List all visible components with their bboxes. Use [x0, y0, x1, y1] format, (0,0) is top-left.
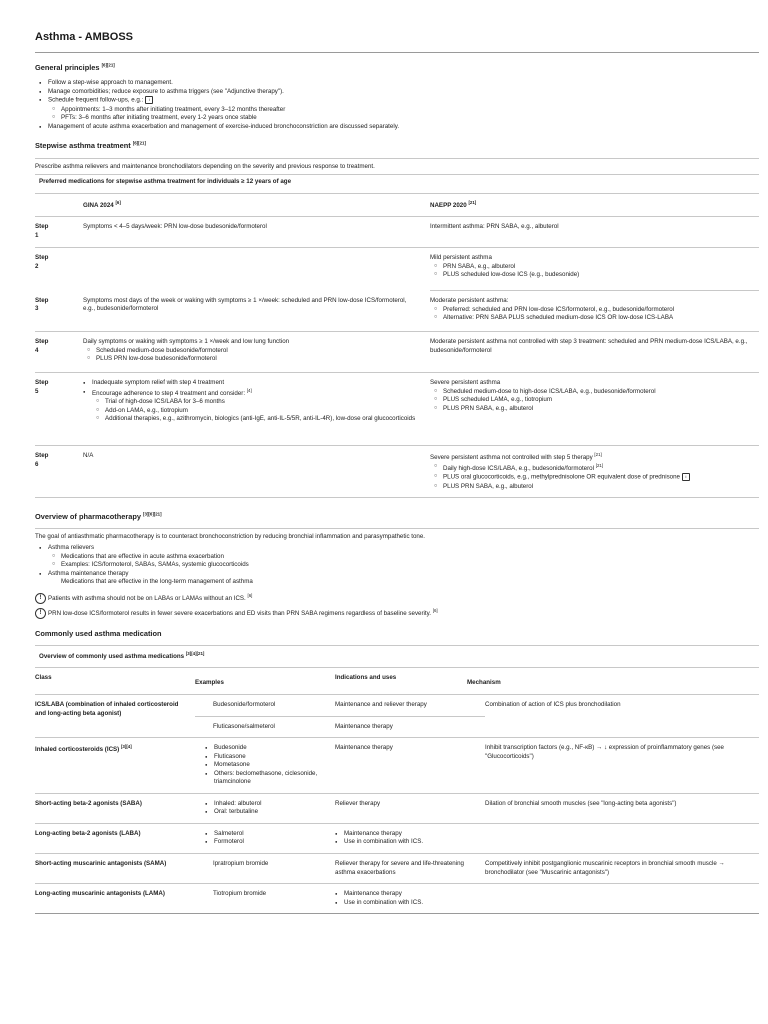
table-row [35, 823, 759, 853]
list-item: ○ PLUS PRN SABA, e.g., albuterol [443, 483, 759, 492]
stepwise-section [35, 141, 759, 498]
indications-cell [335, 884, 485, 914]
list-item: ● Asthma relievers ○ Medications that are effective in acute asthma exacerbation ○ Examples: ICS/formoterol, SABAs, SAMAs, systemic glucocorticoids [48, 544, 759, 570]
step-label: Step 1 [35, 217, 83, 248]
reference-link[interactable]: [6] [115, 199, 121, 205]
table-row [35, 793, 759, 823]
table-row [35, 446, 759, 498]
general-principles-heading: General principles [6][21] [35, 62, 115, 73]
overview-heading: Overview of pharmacotherapy [3][6][21] [35, 511, 162, 522]
table-row [35, 854, 759, 884]
list-item: ● Mometasone [214, 761, 335, 770]
list-item: ● Salmeterol [214, 830, 335, 839]
list-item: ○ PLUS scheduled LAMA, e.g., tiotropium [443, 396, 759, 405]
list-item: ○ Medications that are effective in acute asthma exacerbation [61, 553, 759, 562]
indications-cell: Maintenance therapy [335, 744, 393, 752]
step-label: Step 6 [35, 446, 83, 498]
list-item: ○ Appointments: 1–3 months after initiating treatment, every 3–12 months thereafter [61, 106, 759, 115]
reference-link[interactable]: [4] [246, 387, 252, 393]
examples-cell [195, 738, 335, 794]
title-divider [35, 52, 759, 53]
indications-cell: Maintenance therapy [335, 722, 393, 730]
table-row [35, 332, 759, 373]
reference-link[interactable]: [21] [468, 199, 477, 205]
table-row [35, 884, 759, 914]
common-medication-section [35, 629, 759, 915]
reference-link[interactable]: [6][21] [101, 62, 115, 68]
reference-link[interactable]: [3][4][21] [185, 650, 205, 656]
warning-note: ! Patients with asthma should not be on LABAs or LAMAs without an ICS. [6] [35, 593, 759, 604]
general-principles-section [35, 63, 759, 131]
section-divider [35, 528, 759, 529]
indications-cell: Reliever therapy for severe and life-threatening asthma exacerbations [335, 860, 464, 876]
list-item: ○ Examples: ICS/formoterol, SABAs, SAMAs, systemic glucocorticoids [61, 561, 759, 570]
list-item: ○ Alternative: PRN SABA PLUS scheduled medium-dose ICS OR low-dose ICS-LABA [443, 314, 759, 323]
table-row [35, 248, 759, 291]
list-item: ○ Scheduled medium-dose to high-dose ICS/LABA, e.g., budesonide/formoterol [443, 388, 759, 397]
naepp-cell: Severe persistent asthma not controlled with step 5 therapy [21] ○ Daily high-dose ICS/LABA, e.g., budesonide/formoterol [21] ○ PLUS oral glucocorticoids, e.g., methylprednisolone OR equivalent dose of prednisone i ○ PLUS PRN SABA, e.g., albuterol [430, 446, 759, 498]
mechanism-cell: Combination of action of ICS plus bronchodilation [485, 695, 759, 738]
general-principles-list [35, 79, 759, 131]
list-item: ○ PLUS PRN low-dose budesonide/formoterol [96, 355, 420, 364]
examples-cell [195, 823, 335, 853]
gina-cell: N/A [83, 446, 430, 498]
overview-intro: The goal of antiasthmatic pharmacotherapy is to counteract bronchoconstriction by reducing bronchial inflammation and parasympathetic tone. [35, 533, 426, 541]
list-item: ● Formoterol [214, 838, 335, 847]
reference-link[interactable]: [21] [595, 462, 604, 468]
table-header-row [35, 194, 759, 217]
list-item: ● Encourage adherence to step 4 treatment and consider: [4] ○ Trial of high-dose ICS/LABA for 3–6 months ○ Add-on LAMA, e.g., tiotropium ○ Additional therapies, e.g., azithromycin, biologics (anti-IgE, anti-IL-5/5R, anti-IL-4R), low-dose oral glucocorticoids [92, 388, 420, 424]
list-item: ○ PLUS oral glucocorticoids, e.g., methylprednisolone OR equivalent dose of prednisone i [443, 473, 759, 482]
list-item: ● Budesonide [214, 744, 335, 753]
step-label: Step 5 [35, 373, 83, 446]
list-item: ● Fluticasone [214, 753, 335, 762]
table-row [35, 217, 759, 248]
mechanism-cell: Dilation of bronchial smooth muscles (see "long-acting beta agonists") [485, 799, 677, 807]
examples-cell: Ipratropium bromide [213, 860, 269, 868]
list-item: ○ Preferred: scheduled and PRN low-dose ICS/formoterol, e.g., budesonide/formoterol [443, 306, 759, 315]
section-divider [35, 158, 759, 159]
examples-cell: Tiotropium bromide [213, 890, 267, 898]
table-row [35, 291, 759, 332]
list-item: ○ Daily high-dose ICS/LABA, e.g., budesonide/formoterol [21] [443, 463, 759, 474]
column-header-mechanism: Mechanism [467, 679, 501, 687]
overview-section [35, 512, 759, 619]
naepp-cell: Mild persistent asthma ○ PRN SABA, e.g., albuterol ○ PLUS scheduled low-dose ICS (e.g., budesonide) [430, 248, 759, 291]
list-item: ● Use in combination with ICS. [344, 899, 485, 908]
column-header-gina: GINA 2024 [6] [83, 194, 430, 217]
page-title: Asthma - AMBOSS [35, 31, 133, 43]
gina-cell [83, 248, 430, 291]
examples-cell: Fluticasone/salmeterol [213, 722, 275, 730]
list-item: ● Maintenance therapy [344, 830, 485, 839]
indications-cell: Maintenance and reliever therapy [335, 695, 485, 717]
list-item: ○ Scheduled medium-dose budesonide/formoterol [96, 347, 420, 356]
gina-cell: Daily symptoms or waking with symptoms ≥ 1 ×/week and low lung function ○ Scheduled medium-dose budesonide/formoterol ○ PLUS PRN low-dose budesonide/formoterol [83, 332, 430, 373]
warning-icon: ! [35, 593, 46, 604]
warning-note: ! PRN low-dose ICS/formoterol results in fewer severe exacerbations and ED visits than PRN SABA regimens regardless of baseline severity. [6] [35, 608, 759, 619]
class-cell: Inhaled corticosteroids (ICS) [3][4] [35, 744, 132, 754]
class-cell: Short-acting beta-2 agonists (SABA) [35, 799, 142, 807]
gina-cell: Symptoms < 4–5 days/week: PRN low-dose budesonide/formoterol [83, 217, 430, 248]
list-item: ● Inhaled: albuterol [214, 800, 335, 809]
examples-cell: Budesonide/formoterol [195, 695, 335, 717]
column-header-class: Class [35, 674, 52, 682]
list-item: ● Schedule frequent follow-ups, e.g.: i ○ Appointments: 1–3 months after initiating treatment, every 3–12 months thereafter ○ PFTs: 3–6 months after initiating treatment, every 1-2 years once stable [48, 96, 759, 122]
column-header-examples: Examples [195, 679, 224, 687]
list-item: ● Use in combination with ICS. [344, 838, 485, 847]
list-item: ○ PRN SABA, e.g., albuterol [443, 263, 759, 272]
reference-link[interactable]: [3][6][21] [143, 511, 162, 517]
medication-table [35, 668, 759, 914]
step-label: Step 4 [35, 332, 83, 373]
list-item: ○ PLUS PRN SABA, e.g., albuterol [443, 405, 759, 414]
gina-cell: Symptoms most days of the week or waking with symptoms ≥ 1 ×/week: scheduled and PRN low-dose ICS/formoterol, e.g., budesonide/formoterol [83, 291, 430, 332]
reference-link[interactable]: [6] [247, 592, 253, 598]
naepp-cell: Moderate persistent asthma not controlled with step 3 treatment: scheduled and PRN medium-dose ICS/LABA, e.g., budesonide/formoterol [430, 332, 759, 373]
info-icon[interactable]: i [682, 473, 690, 481]
examples-cell [195, 793, 335, 823]
warning-icon: ! [35, 608, 46, 619]
list-item: ● Maintenance therapy [344, 890, 485, 899]
stepwise-heading: Stepwise asthma treatment [6][21] [35, 140, 146, 151]
reference-link[interactable]: [3][4] [120, 744, 132, 750]
list-item: ○ PFTs: 3–6 months after initiating treatment, every 1-2 years once stable [61, 114, 759, 123]
indications-cell: Reliever therapy [335, 799, 381, 807]
mechanism-cell: Competitively inhibit postganglionic muscarinic receptors in bronchial smooth muscle → bronchodilator (see "Muscarinic antagonists") [485, 860, 725, 876]
list-item: ● Oral: terbutaline [214, 808, 335, 817]
column-header-indications: Indications and uses [335, 674, 397, 682]
section-divider [35, 645, 759, 646]
stepwise-intro: Prescribe asthma relievers and maintenance bronchodilators depending on the severity and previous response to treatment. [35, 162, 375, 170]
common-medication-heading: Commonly used asthma medication [35, 628, 162, 638]
list-item: ○ PLUS scheduled low-dose ICS (e.g., budesonide) [443, 271, 759, 280]
step-label: Step 2 [35, 254, 49, 270]
section-divider [35, 174, 759, 175]
list-item: ● Follow a step-wise approach to management. [48, 79, 759, 88]
list-item: ● Others: beclomethasone, ciclesonide, triamcinolone [214, 770, 335, 787]
naepp-cell: Severe persistent asthma ○ Scheduled medium-dose to high-dose ICS/LABA, e.g., budesonide/formoterol ○ PLUS scheduled LAMA, e.g., tiotropium ○ PLUS PRN SABA, e.g., albuterol [430, 373, 759, 446]
document-page [35, 30, 759, 914]
table-row [35, 738, 759, 794]
common-table-title: Overview of commonly used asthma medications [3][4][21] [39, 650, 205, 660]
table-row [35, 373, 759, 446]
list-item: ● Manage comorbidities; reduce exposure to asthma triggers (see "Adjunctive therapy"). [48, 88, 759, 97]
mechanism-cell: Inhibit transcription factors (e.g., NF-κB) → ↓ expression of proinflammatory genes (see "Glucocorticoids") [485, 744, 724, 760]
info-icon[interactable]: i [145, 96, 153, 104]
list-item: ○ Additional therapies, e.g., azithromycin, biologics (anti-IgE, anti-IL-5/5R, anti-IL-4R), low-dose oral glucocorticoids [105, 415, 420, 424]
stepwise-table [35, 194, 759, 499]
reference-link[interactable]: [6] [432, 607, 438, 613]
stepwise-table-title: Preferred medications for stepwise asthma treatment for individuals ≥ 12 years of age [39, 178, 292, 186]
list-item: ○ Add-on LAMA, e.g., tiotropium [105, 407, 420, 416]
indications-cell [335, 823, 485, 853]
table-header-row [35, 668, 759, 694]
list-item: ● Asthma maintenance therapy Medications that are effective in the long-term management of asthma [48, 570, 759, 587]
class-cell: Long-acting muscarinic antagonists (LAMA) [35, 890, 165, 898]
list-item: ● Inadequate symptom relief with step 4 treatment [92, 379, 420, 388]
class-cell: Short-acting muscarinic antagonists (SAMA) [35, 860, 167, 868]
followup-list [48, 106, 759, 123]
maintenance-description: Medications that are effective in the long-term management of asthma [61, 578, 253, 586]
column-header-naepp: NAEPP 2020 [21] [430, 194, 759, 217]
overview-list [35, 544, 759, 587]
table-row [35, 695, 759, 717]
naepp-cell: Intermittent asthma: PRN SABA, e.g., albuterol [430, 217, 759, 248]
reference-link[interactable]: [6][21] [132, 140, 146, 146]
list-item: ● Management of acute asthma exacerbation and management of exercise-induced bronchoconstriction are discussed separately. [48, 123, 759, 132]
list-item: ○ Trial of high-dose ICS/LABA for 3–6 months [105, 398, 420, 407]
class-cell: Long-acting beta-2 agonists (LABA) [35, 829, 141, 837]
gina-cell [83, 373, 430, 446]
reference-link[interactable]: [21] [594, 452, 602, 458]
step-label: Step 3 [35, 291, 83, 332]
naepp-cell: Moderate persistent asthma: ○ Preferred: scheduled and PRN low-dose ICS/formoterol, e.g., budesonide/formoterol ○ Alternative: PRN SABA PLUS scheduled medium-dose ICS OR low-dose ICS-LABA [430, 291, 759, 332]
class-cell: ICS/LABA (combination of inhaled corticosteroid and long-acting beta agonist) [35, 695, 195, 738]
